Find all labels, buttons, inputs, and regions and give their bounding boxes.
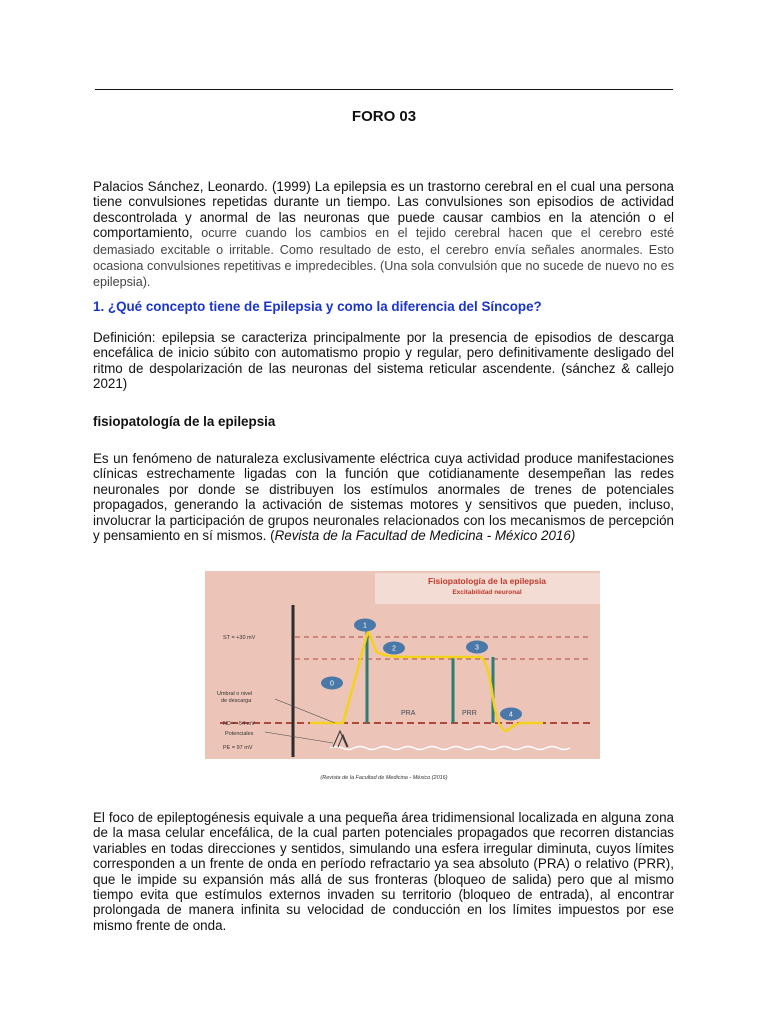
threshold-label-line1: Umbral o nivel <box>217 691 253 697</box>
marker-3 <box>466 641 488 654</box>
physiopathology-citation: Revista de la Facultad de Medicina - México 2016) <box>274 528 576 544</box>
physiopathology-text: Es un fenómeno de naturaleza exclusivamente eléctrica cuya actividad produce manifestaciones clínicas estrechamente ligadas con la función que cotidianamente desempeñan las redes neuronales por donde se distribuyen los estímulos anormales de trenes de potenciales propagados, generando la activación de sistemas motores y sensitivos que pueden, incluso, involucrar la participación de grupos neuronales relacionados con los mecanismos de percepción y pensamiento en sí mismos. ( <box>93 451 674 544</box>
intro-text-continued: ocurre cuando los cambios en el tejido cerebral hacen que el cerebro esté demasiado excitable o irritable. Como resultado de esto, el cerebro envía señales anormales. Esto ocasiona convulsiones repetitivas e impredecibles. (Una sola convulsión que no sucede de nuevo no es epilepsia). <box>93 226 674 290</box>
marker-0 <box>321 677 343 690</box>
svg-text:4: 4 <box>509 711 513 719</box>
svg-text:2: 2 <box>392 645 396 653</box>
svg-text:1: 1 <box>363 622 367 630</box>
figure-subtitle: Excitabilidad neuronal <box>452 589 522 596</box>
prr-label: PRR <box>462 710 477 717</box>
threshold-label-line2: de descarga <box>221 698 252 704</box>
physiopathology-paragraph <box>93 451 674 543</box>
page-title: FORO 03 <box>351 108 417 125</box>
focus-paragraph: El foco de epileptogénesis equivale a una pequeña área tridimensional localizada en alguna zona de la masa celular encefálica, de la cual parten potenciales propagados que recorren distancias variables en todas direcciones y sentidos, simulando una esfera irregular diminuta, cuyos límites corresponden a un frente de onda en período refractario ya sea absoluto (PRA) o relativo (PRR), que le impide su expansión más allá de sus fronteras (bloqueo de salida) pero que al mismo tiempo evita que estímulos externos invaden su territorio (bloqueo de entrada), al encontrar prolongada de manera infinita su velocidad de conducción en los límites impuestos por ese mismo frente de onda. <box>93 810 674 933</box>
svg-text:3: 3 <box>475 644 479 652</box>
top-rule <box>95 89 673 90</box>
section-heading: fisiopatología de la epilepsia <box>93 414 276 429</box>
figure-title: Fisiopatología de la epilepsia <box>427 576 547 586</box>
question-heading: 1. ¿Qué concepto tiene de Epilepsia y como la diferencia del Síncope? <box>93 299 542 314</box>
marker-4 <box>500 708 522 721</box>
definition-paragraph: Definición: epilepsia se caracteriza principalmente por la presencia de episodios de descarga encefálica de inicio súbito con automatismo propio y regular, pero definitivamente desligado del ritmo de despolarización de las neuronas del sistema reticular ascendente. (sánchez & callejo 2021) <box>93 330 674 392</box>
figure-caption: (Revista de la Facultad de Medicina - México (2016) <box>320 775 448 781</box>
nd-label: ND = -54 mV <box>223 721 255 727</box>
marker-1 <box>354 619 376 632</box>
svg-text:0: 0 <box>330 680 334 688</box>
marker-2 <box>383 642 405 655</box>
intro-text: Palacios Sánchez, Leonardo. (1999) La epilepsia es un trastorno cerebral en el cual una persona tiene convulsiones repetidas durante un tiempo. Las convulsiones son episodios de actividad descontrolada y anormal de las neuronas que puede causar cambios en la atención o el comportamiento, <box>93 179 674 241</box>
excitability-diagram <box>205 571 600 759</box>
excitability-figure <box>205 571 600 759</box>
pe-label: PE = 97 mV <box>223 745 253 751</box>
intro-paragraph <box>93 179 674 291</box>
pra-label: PRA <box>401 710 416 717</box>
st-label: ST = +30 mV <box>223 635 256 641</box>
potentials-label: Potenciales <box>225 731 254 737</box>
